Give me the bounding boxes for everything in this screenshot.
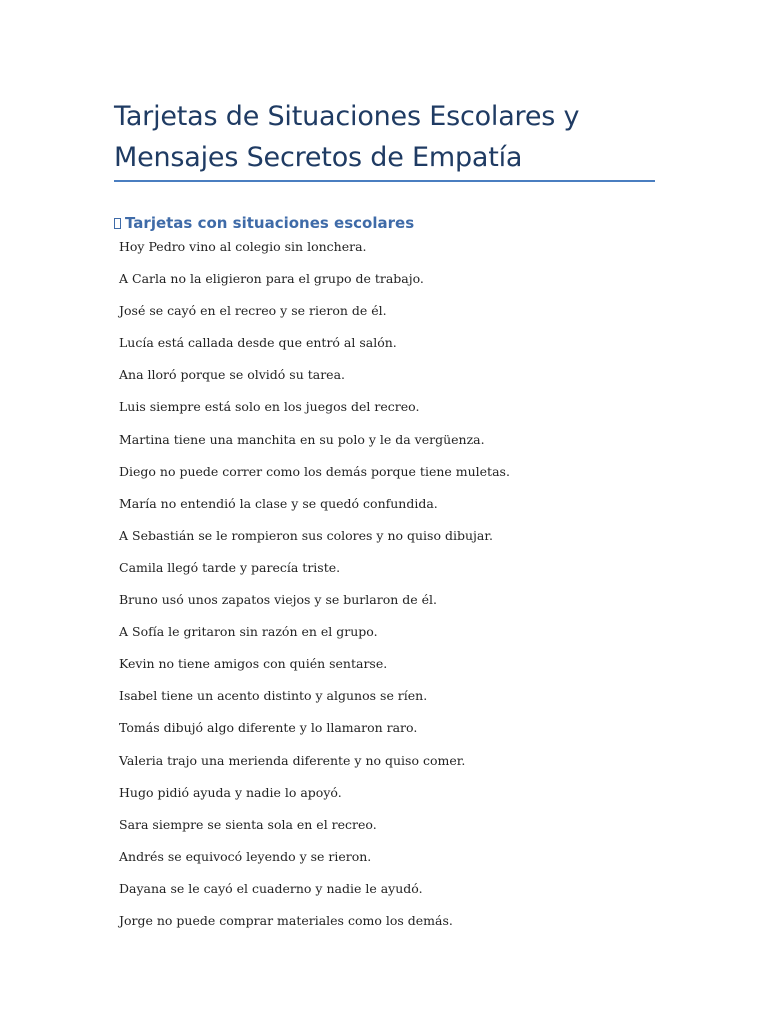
page-title: Tarjetas de Situaciones Escolares y Mensajes Secretos de Empatía <box>114 101 580 173</box>
list-item: Jorge no puede comprar materiales como los demás. <box>119 912 453 928</box>
list-item: Tomás dibujó algo diferente y lo llamaron raro. <box>119 720 418 736</box>
situation-list <box>119 237 510 943</box>
list-item: Dayana se le cayó el cuaderno y nadie le ayudó. <box>119 880 423 896</box>
list-item: Ana lloró porque se olvidó su tarea. <box>119 367 346 383</box>
list-item: A Carla no la eligieron para el grupo de trabajo. <box>119 271 424 287</box>
list-item: Kevin no tiene amigos con quién sentarse. <box>119 656 388 672</box>
list-item: Luis siempre está solo en los juegos del recreo. <box>119 399 420 415</box>
section-heading <box>114 212 414 234</box>
list-item: Bruno usó unos zapatos viejos y se burlaron de él. <box>119 592 437 608</box>
list-item: A Sebastián se le rompieron sus colores y no quiso dibujar. <box>119 527 493 543</box>
list-item: Isabel tiene un acento distinto y algunos se ríen. <box>119 688 428 704</box>
list-item: A Sofía le gritaron sin razón en el grupo. <box>119 624 378 640</box>
list-item: Hugo pidió ayuda y nadie lo apoyó. <box>119 784 342 800</box>
list-item: Sara siempre se sienta sola en el recreo. <box>119 816 377 832</box>
missing-glyph-icon <box>114 218 121 229</box>
list-item: María no entendió la clase y se quedó confundida. <box>119 495 438 511</box>
list-item: Andrés se equivocó leyendo y se rieron. <box>119 848 372 864</box>
list-item: Valeria trajo una merienda diferente y no quiso comer. <box>119 752 466 768</box>
list-item: Lucía está callada desde que entró al salón. <box>119 335 397 351</box>
list-item: Diego no puede correr como los demás porque tiene muletas. <box>119 463 510 479</box>
list-item: Martina tiene una manchita en su polo y le da vergüenza. <box>119 431 485 447</box>
list-item: José se cayó en el recreo y se rieron de él. <box>119 303 387 319</box>
section-heading-text: Tarjetas con situaciones escolares <box>125 214 415 232</box>
title-underline <box>114 180 655 182</box>
list-item: Hoy Pedro vino al colegio sin lonchera. <box>119 239 367 254</box>
list-item: Camila llegó tarde y parecía triste. <box>119 559 341 575</box>
